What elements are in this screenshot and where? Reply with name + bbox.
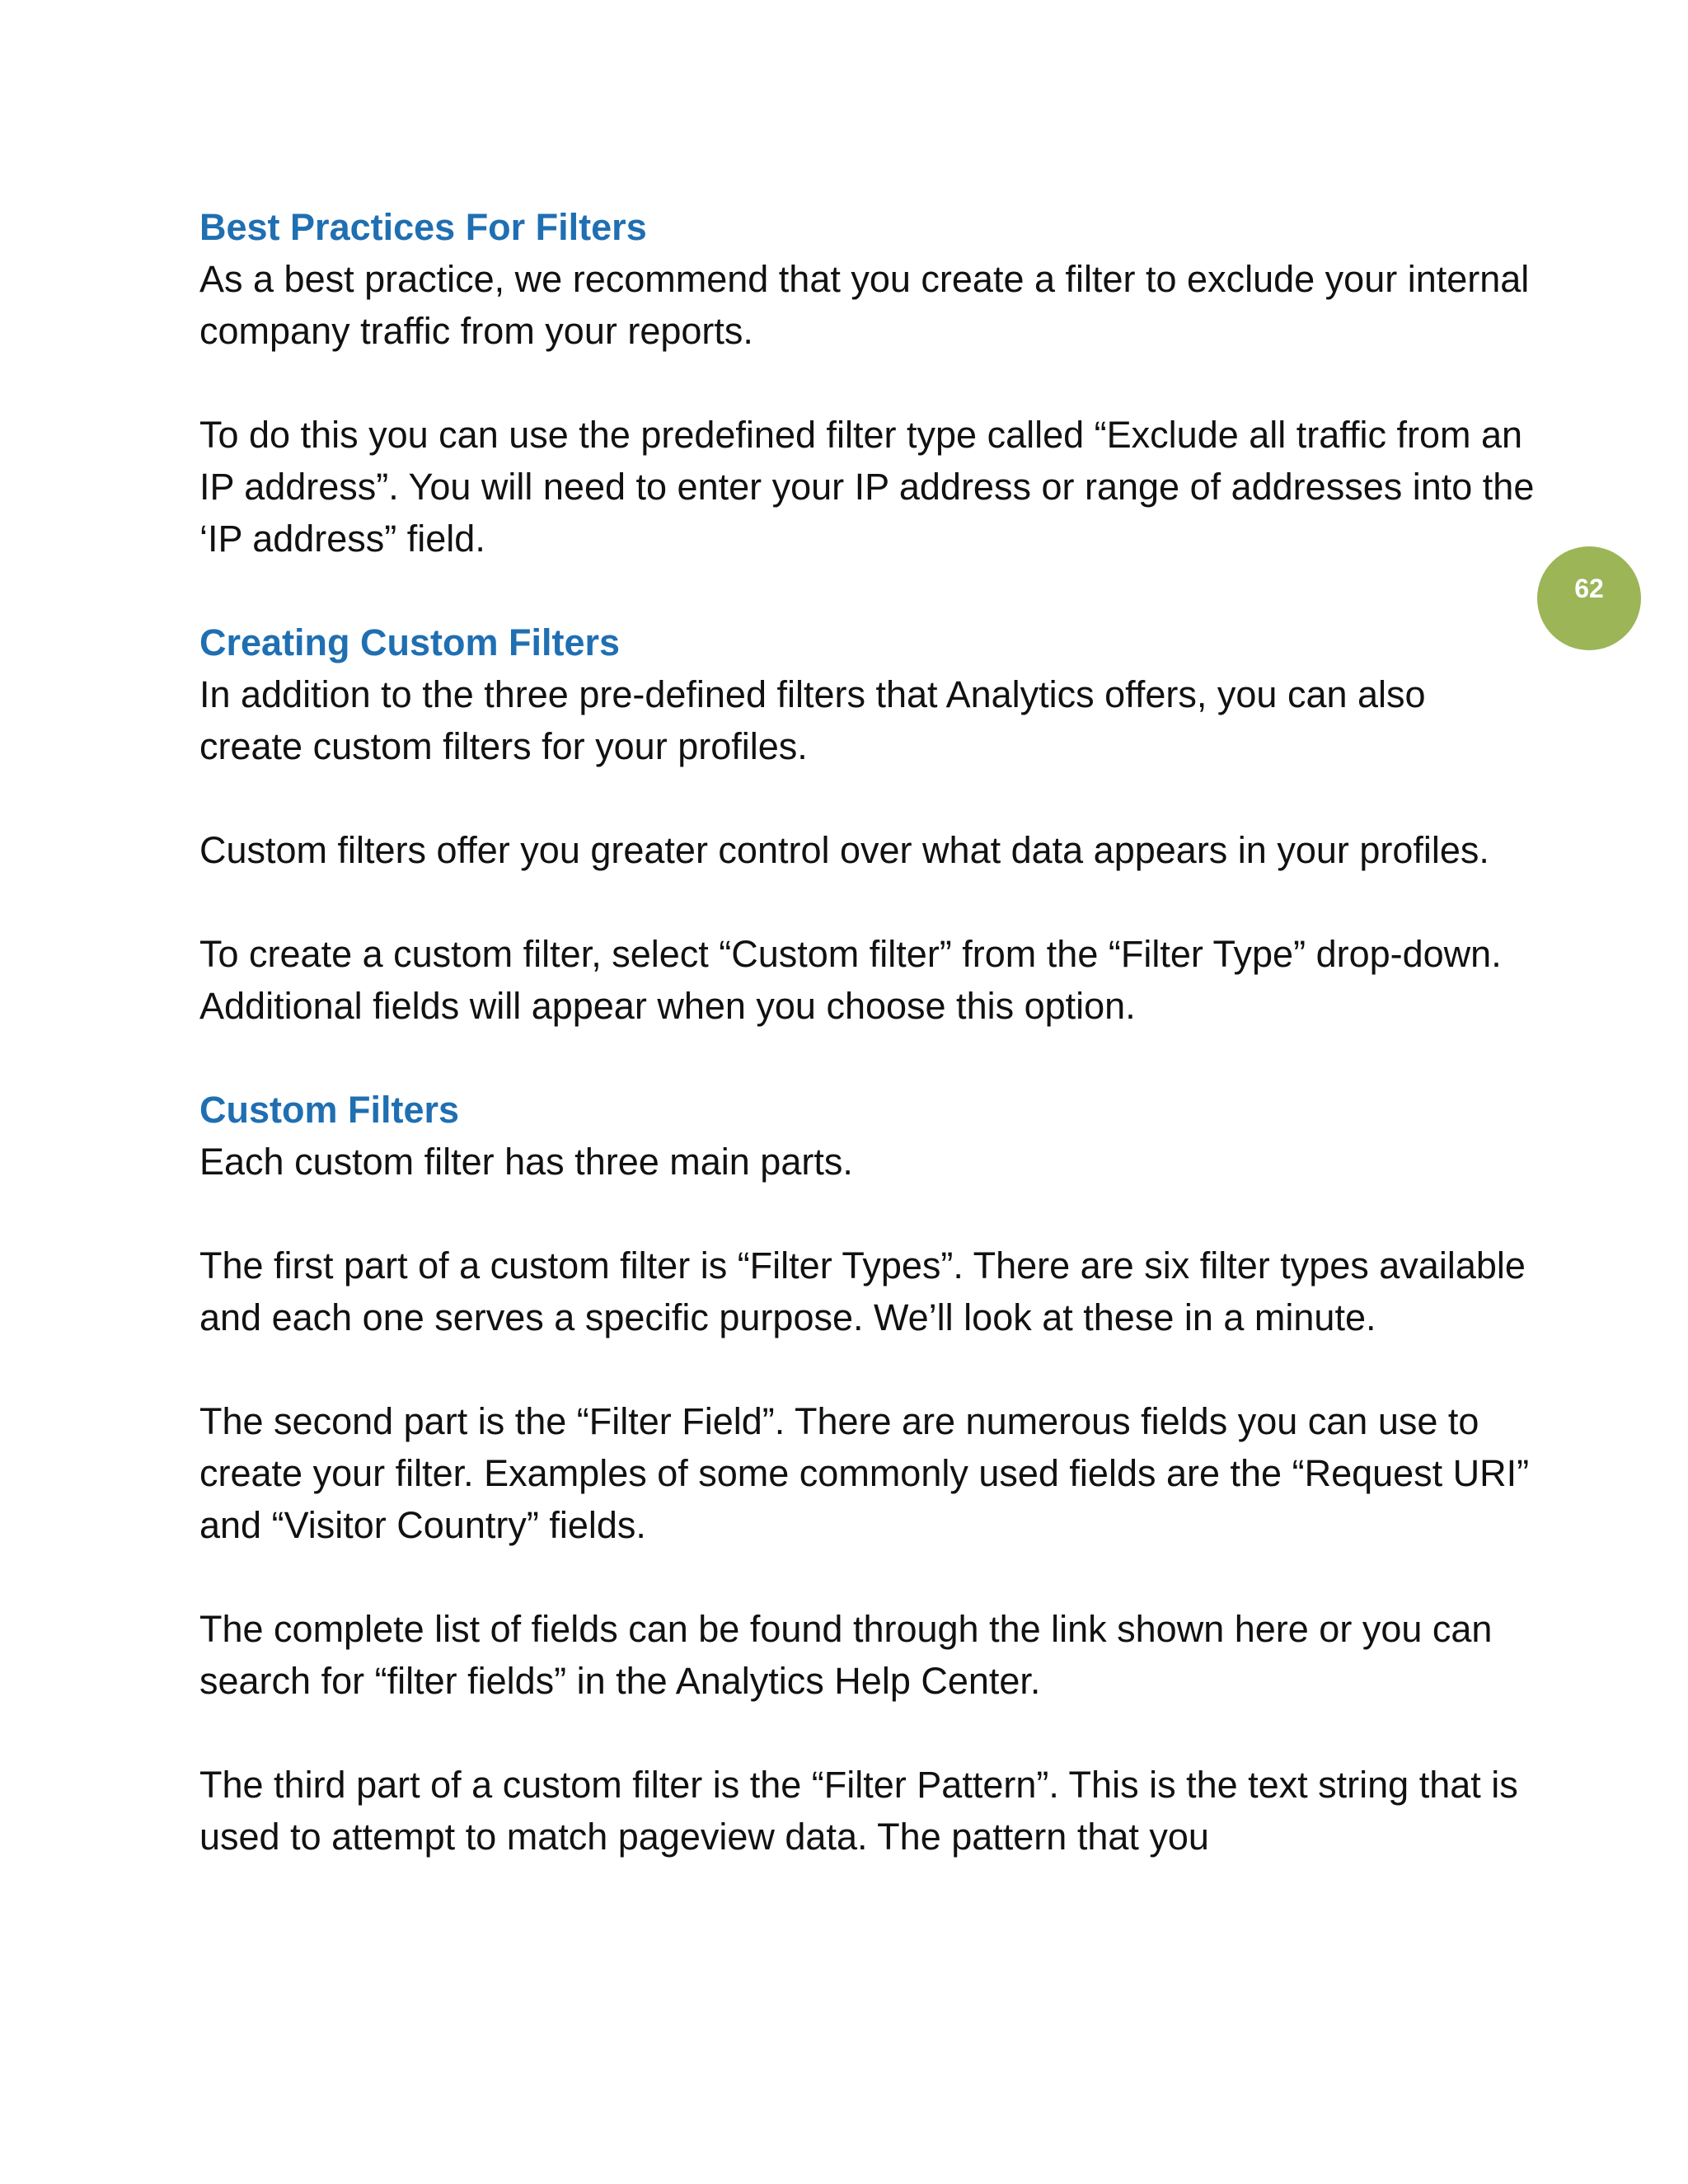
paragraph: Each custom filter has three main parts. [199,1141,853,1183]
page-number-badge: 62 [1537,546,1641,650]
paragraph: The second part is the “Filter Field”. There are numerous fields you can use to create your filter. Examples of some commonly used fields are the “Request URI” and “Visitor Country” fields. [199,1400,1530,1546]
section-heading-best-practices: Best Practices For Filters [199,206,647,248]
paragraph: The third part of a custom filter is the “Filter Pattern”. This is the text string that is used to attempt to match pageview data. The pattern that you [199,1764,1518,1858]
paragraph: The first part of a custom filter is “Filter Types”. There are six filter types available and each one serves a specific purpose. We’ll look at these in a minute. [199,1244,1526,1338]
paragraph: In addition to the three pre-defined filters that Analytics offers, you can also create custom filters for your profiles. [199,673,1426,767]
section-heading-creating-custom-filters: Creating Custom Filters [199,621,621,663]
paragraph: Custom filters offer you greater control over what data appears in your profiles. [199,829,1489,871]
paragraph: To do this you can use the predefined filter type called “Exclude all traffic from an IP address”. You will need to enter your IP address or range of addresses into the ‘IP address” field. [199,414,1535,560]
paragraph: The complete list of fields can be found through the link shown here or you can search for “filter fields” in the Analytics Help Center. [199,1608,1493,1702]
section-heading-custom-filters: Custom Filters [199,1089,460,1131]
paragraph: As a best practice, we recommend that you create a filter to exclude your internal company traffic from your reports. [199,258,1530,352]
page-content [199,201,1535,1863]
paragraph: To create a custom filter, select “Custom filter” from the “Filter Type” drop-down. Additional fields will appear when you choose this option. [199,933,1502,1027]
